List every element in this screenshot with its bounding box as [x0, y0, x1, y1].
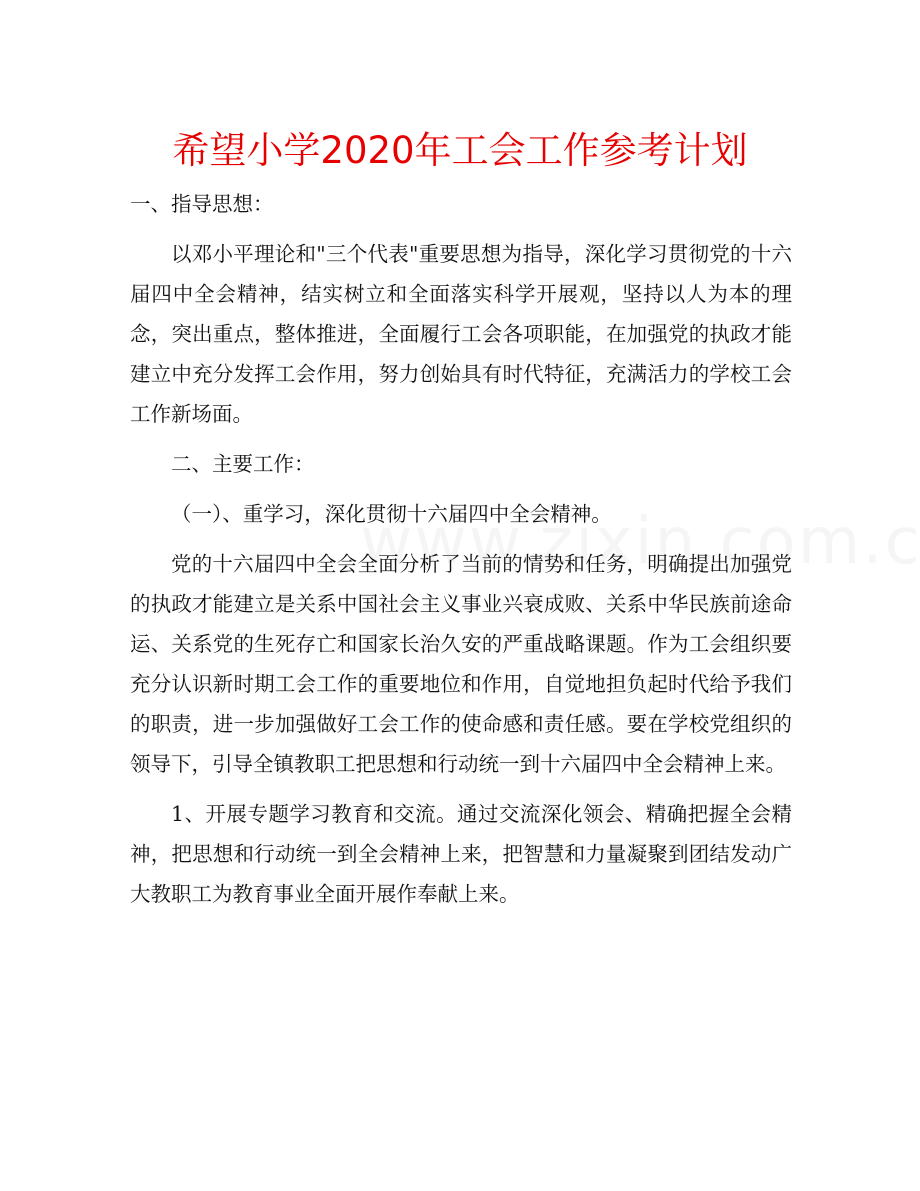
- paragraph-guiding-ideology: 以邓小平理论和"三个代表"重要思想为指导，深化学习贯彻党的十六届四中全会精神，结实树立和全面落实科学开展观，坚持以人为本的理念，突出重点，整体推进，全面履行工会各项职能，在加强党的执政才能建立中充分发挥工会作用，努力创始具有时代特征，充满活力的学校工会工作新场面。: [130, 242, 792, 426]
- document-title: 希望小学2020年工会工作参考计划: [172, 129, 748, 172]
- paragraph-special-study: 1、开展专题学习教育和交流。通过交流深化领会、精确把握全会精神，把思想和行动统一到全会精神上来，把智慧和力量凝聚到团结发动广大教职工为教育事业全面开展作奉献上来。: [130, 802, 792, 906]
- document-body: [130, 184, 792, 924]
- subsection-heading-study: （一）、重学习，深化贯彻十六届四中全会精神。: [171, 502, 612, 526]
- section-heading-guiding-ideology: 一、指导思想：: [130, 192, 274, 216]
- section-heading-main-work: 二、主要工作：: [171, 452, 315, 476]
- paragraph-study: 党的十六届四中全会全面分析了当前的情势和任务，明确提出加强党的执政才能建立是关系中国社会主义事业兴衰成败、关系中华民族前途命运、关系党的生死存亡和国家长治久安的严重战略课题。作为工会组织要充分认识新时期工会工作的重要地位和作用，自觉地担负起时代给予我们的职责，进一步加强做好工会工作的使命感和责任感。要在学校党组织的领导下，引导全镇教职工把思想和行动统一到十六届四中全会精神上来。: [130, 552, 792, 776]
